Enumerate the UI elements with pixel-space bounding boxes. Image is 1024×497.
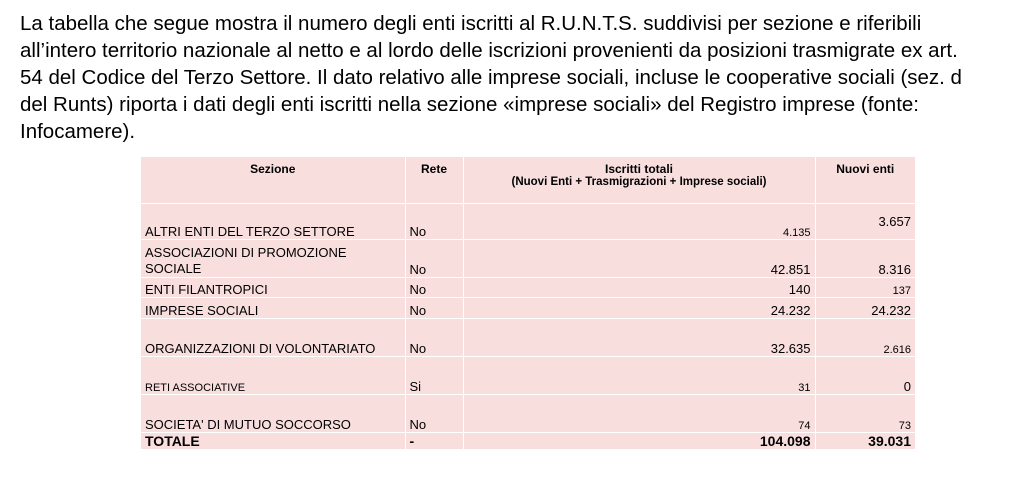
cell-sezione: ORGANIZZAZIONI DI VOLONTARIATO <box>141 318 405 356</box>
cell-nuovi: 2.616 <box>815 318 915 356</box>
cell-iscritti: 42.851 <box>463 239 815 277</box>
cell-rete: No <box>405 239 463 277</box>
header-iscritti-title: Iscritti totali <box>604 162 673 176</box>
cell-iscritti: 31 <box>463 356 815 394</box>
cell-nuovi: 73 <box>815 394 915 432</box>
table-row <box>141 239 915 277</box>
table-row <box>141 297 915 318</box>
cell-rete: No <box>405 318 463 356</box>
intro-paragraph: La tabella che segue mostra il numero degli enti iscritti al R.U.N.T.S. suddivisi per sezione e riferibili all’intero territorio nazionale al netto e al lordo delle iscrizioni provenienti da posizioni trasmigrate ex art. 54 del Codice del Terzo Settore. Il dato relativo alle imprese sociali, incluse le cooperative sociali (sez. d del Runts) riporta i dati degli enti iscritti nella sezione «imprese sociali» del Registro imprese (fonte: Infocamere). <box>20 12 962 143</box>
cell-iscritti: 140 <box>463 277 815 297</box>
cell-sezione: ENTI FILANTROPICI <box>141 277 405 297</box>
cell-iscritti: 74 <box>463 394 815 432</box>
cell-sezione: ALTRI ENTI DEL TERZO SETTORE <box>141 203 405 239</box>
table-row <box>141 394 915 432</box>
cell-nuovi: 0 <box>815 356 915 394</box>
total-iscritti: 104.098 <box>463 432 815 449</box>
cell-iscritti: 4.135 <box>463 203 815 239</box>
cell-sezione: IMPRESE SOCIALI <box>141 297 405 318</box>
cell-rete: No <box>405 277 463 297</box>
cell-sezione: RETI ASSOCIATIVE <box>141 356 405 394</box>
cell-rete: No <box>405 203 463 239</box>
cell-sezione: SOCIETA' DI MUTUO SOCCORSO <box>141 394 405 432</box>
enti-table <box>141 157 915 449</box>
total-rete: - <box>405 432 463 449</box>
cell-nuovi: 137 <box>815 277 915 297</box>
table-total-row <box>141 432 915 449</box>
header-sezione: Sezione <box>250 162 296 176</box>
cell-iscritti: 24.232 <box>463 297 815 318</box>
table-row <box>141 356 915 394</box>
table-row <box>141 318 915 356</box>
table-row <box>141 203 915 239</box>
total-nuovi: 39.031 <box>815 432 915 449</box>
cell-iscritti: 32.635 <box>463 318 815 356</box>
cell-rete: No <box>405 297 463 318</box>
header-rete: Rete <box>405 157 463 203</box>
table-header-row <box>141 157 915 203</box>
table-row <box>141 277 915 297</box>
cell-nuovi: 24.232 <box>815 297 915 318</box>
header-iscritti <box>463 157 815 203</box>
cell-sezione: ASSOCIAZIONI DI PROMOZIONE SOCIALE <box>141 239 405 277</box>
cell-rete: Si <box>405 356 463 394</box>
cell-nuovi: 3.657 <box>815 203 915 239</box>
cell-nuovi: 8.316 <box>815 239 915 277</box>
header-nuovi: Nuovi enti <box>815 157 915 203</box>
cell-rete: No <box>405 394 463 432</box>
header-iscritti-subtitle: (Nuovi Enti + Trasmigrazioni + Imprese sociali) <box>511 176 767 188</box>
total-label: TOTALE <box>141 432 405 449</box>
